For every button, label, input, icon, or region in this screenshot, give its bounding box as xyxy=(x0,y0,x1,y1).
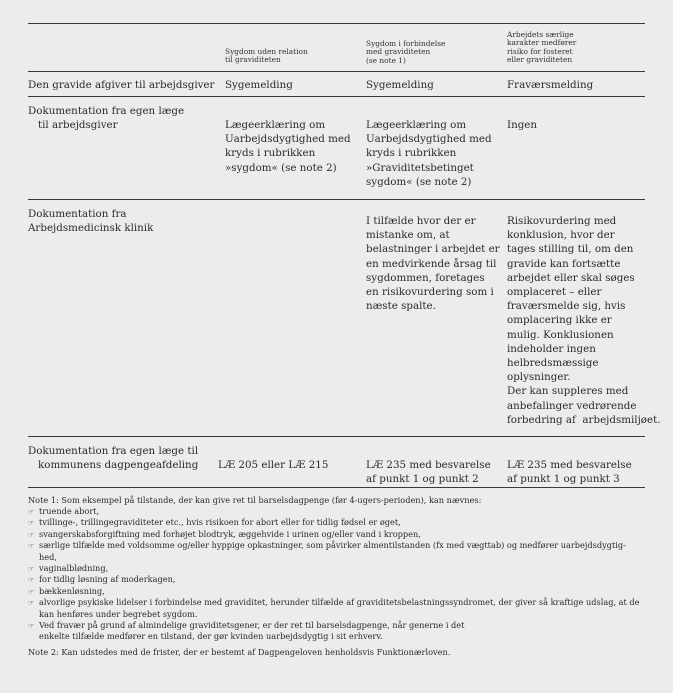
column-header-arbejdets-karakter: Arbejdets særlige karakter medfører risiko for fosteret eller graviditeten xyxy=(507,30,577,65)
header-bottom-rule xyxy=(28,71,645,72)
pointing-hand-icon: ☞ xyxy=(28,542,35,551)
note1-list-item-text: Ved fravær på grund af almindelige graviditetsgener, er der ret til barselsdagpenge, når generne i det xyxy=(39,619,465,630)
row1-bottom-rule xyxy=(28,96,645,97)
notes-section xyxy=(28,495,645,657)
row1-col1: Sygemelding xyxy=(225,79,293,91)
note1-list-item xyxy=(28,597,645,609)
pointing-hand-icon: ☞ xyxy=(28,519,35,528)
note1-list xyxy=(28,506,645,642)
pointing-hand-icon: ☞ xyxy=(28,587,35,596)
row4-label xyxy=(28,444,198,472)
row4-label-line: kommunens dagpengeafdeling xyxy=(38,459,199,472)
pointing-hand-icon: ☞ xyxy=(28,564,35,573)
note2: Note 2: Kan udstedes med de frister, der er bestemt af Dagpengeloven henholdsvis Funktionærloven. xyxy=(28,646,451,657)
note1-list-item-text: særlige tilfælde med voldsomme og/eller hyppige opkastninger, som påvirker almentilstanden (fx med vægttab) og medfører uarbejdsdygtig- xyxy=(39,540,626,551)
row2-col3: Ingen xyxy=(507,119,538,131)
note1-list-item xyxy=(28,586,645,598)
table-bottom-rule xyxy=(28,487,645,488)
note1-list-item xyxy=(28,529,645,541)
row3-col3: Risikovurdering med konklusion, hvor der tages stilling til, om den gravide kan fortsætte arbejdet eller skal søges omplaceret – eller fraværsmelde sig, hvis omplacering ikke er mulig. Konklusionen indeholder ingen helbredsmæssige oplysninger. Der kan suppleres med anbefalinger vedrørende forbedring af arbejdsmiljøet. xyxy=(507,215,661,426)
note1-list-item-text: hed, xyxy=(39,551,57,562)
note1-list-item-text: tvillinge-, trillingegraviditeter etc., hvis risikoen for abort eller for tidlig fødsel er øget, xyxy=(39,517,401,528)
column-header-sygdom-i-forbindelse: Sygdom i forbindelse med graviditeten (se note 1) xyxy=(366,39,446,65)
row4-col2: LÆ 235 med besvarelse af punkt 1 og punkt 2 xyxy=(366,459,491,486)
note1-list-item-text: bækkenløsning, xyxy=(39,585,105,596)
row2-label xyxy=(28,104,184,132)
note1-list-item-text: truende abort, xyxy=(39,505,100,516)
row2-col1: Lægeerklæring om Uarbejdsdygtighed med kryds i rubrikken »sygdom« (se note 2) xyxy=(225,119,351,174)
row4-col3: LÆ 235 med besvarelse af punkt 1 og punkt 3 xyxy=(507,459,632,486)
row4-col1: LÆ 205 eller LÆ 215 xyxy=(218,459,329,471)
row3-label: Dokumentation fra Arbejdsmedicinsk klinik xyxy=(28,208,154,235)
note1-list-item xyxy=(28,609,645,620)
row2-label-line: til arbejdsgiver xyxy=(38,119,118,132)
note1-list-item-text: alvorlige psykiske lidelser i forbindelse med graviditet, herunder tilfælde af graviditetsbelastningssyndromet, der giver så kraftige udslag, at de xyxy=(39,597,640,608)
row1-col3: Fraværsmelding xyxy=(507,79,594,91)
note1-list-item-text: vaginalblødning, xyxy=(39,562,109,573)
row1-col2: Sygemelding xyxy=(366,79,434,91)
row3-bottom-rule xyxy=(28,436,645,437)
note1-list-item xyxy=(28,631,645,642)
note1-list-item-text: svangerskabsforgiftning med forhøjet blodtryk, æggehvide i urinen og/eller vand i kroppen, xyxy=(39,528,421,539)
row2-label-text xyxy=(28,104,184,132)
row4-label-line: Dokumentation fra egen læge til xyxy=(28,445,199,457)
note1-list-item xyxy=(28,552,645,563)
pointing-hand-icon: ☞ xyxy=(28,507,35,516)
note1-list-item xyxy=(28,540,645,552)
row2-label-line: Dokumentation fra egen læge xyxy=(28,105,185,117)
row3-col2: I tilfælde hvor der er mistanke om, at belastninger i arbejdet er en medvirkende årsag til sygdommen, foretages en risikovurdering som i næste spalte. xyxy=(366,215,500,313)
pointing-hand-icon: ☞ xyxy=(28,576,35,585)
table-top-rule xyxy=(28,23,645,24)
row1-label: Den gravide afgiver til arbejdsgiver xyxy=(28,79,215,91)
column-header-sygdom-uden-relation: Sygdom uden relation til graviditeten xyxy=(225,47,308,65)
note1-list-item xyxy=(28,517,645,529)
note1-intro: Note 1: Som eksempel på tilstande, der kan give ret til barselsdagpenge (før 4-ugers-perioden), kan nævnes: xyxy=(28,495,482,505)
note1-list-item xyxy=(28,506,645,518)
note1-list-item-text: for tidlig løsning af moderkagen, xyxy=(39,574,176,585)
note1-list-item-text: enkelte tilfælde medfører en tilstand, der gør kvinden uarbejdsdygtig i sit erhverv. xyxy=(39,631,383,642)
note1-list-item xyxy=(28,563,645,575)
row2-col2: Lægeerklæring om Uarbejdsdygtighed med kryds i rubrikken »Graviditetsbetinget sygdom« (se note 2) xyxy=(366,119,492,188)
note1-list-item-text: kan henføres under begrebet sygdom. xyxy=(39,608,198,619)
note1-list-item xyxy=(28,620,645,632)
pointing-hand-icon: ☞ xyxy=(28,530,35,539)
pointing-hand-icon: ☞ xyxy=(28,599,35,608)
note1-list-item xyxy=(28,574,645,586)
pointing-hand-icon: ☞ xyxy=(28,621,35,630)
row2-bottom-rule xyxy=(28,199,645,200)
